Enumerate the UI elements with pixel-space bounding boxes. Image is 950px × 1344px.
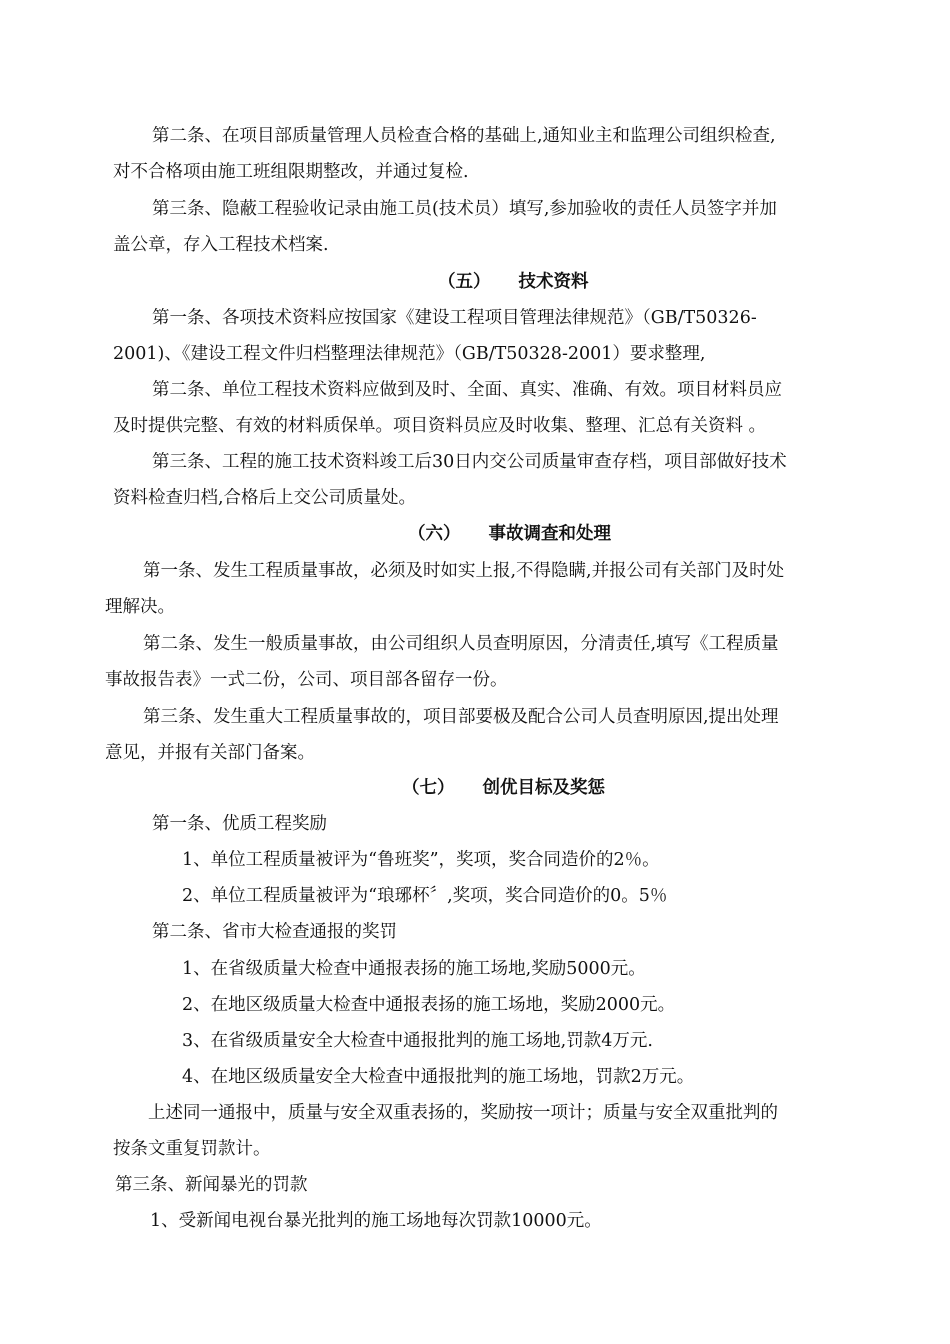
section-heading [402,776,605,800]
section-title: 技术资料 [518,272,589,292]
paragraph-line: 及时提供完整、有效的材料质保单。项目资料员应及时收集、整理、汇总有关资料 。 [113,416,767,436]
paragraph-line: 意见，并报有关部门备案。 [105,743,315,763]
paragraph-line: 盖公章，存入工程技术档案. [113,235,329,255]
paragraph-line: 第三条、新闻暴光的罚款 [115,1175,308,1195]
paragraph-line: 理解决。 [105,597,175,617]
paragraph-line: 第一条、各项技术资料应按国家《建设工程项目管理法律规范》（GB/T50326- [152,308,757,328]
section-title: 创优目标及奖惩 [482,778,605,798]
paragraph-line: 2、在地区级质量大检查中通报表扬的施工场地，奖励2000元。 [182,995,676,1015]
paragraph-line: 第三条、隐蔽工程验收记录由施工员(技术员）填写,参加验收的责任人员签字并加 [152,199,777,219]
paragraph-line: 3、在省级质量安全大检查中通报批判的施工场地,罚款4万元. [182,1031,653,1051]
paragraph-line: 第一条、发生工程质量事故，必须及时如实上报,不得隐瞒,并报公司有关部门及时处 [143,561,785,581]
paragraph-line: 上述同一通报中，质量与安全双重表扬的，奖励按一项计；质量与安全双重批判的 [148,1103,778,1123]
paragraph-line: 2、单位工程质量被评为“琅琊杯〞,奖项，奖合同造价的0。5％ [182,886,668,906]
paragraph-line: 1、在省级质量大检查中通报表扬的施工场地,奖励5000元。 [182,959,646,979]
paragraph-line: 2001)、《建设工程文件归档整理法律规范》（GB/T50328-2001）要求整理, [113,344,706,364]
section-number: （六） [408,524,461,544]
paragraph-line: 第二条、在项目部质量管理人员检查合格的基础上,通知业主和监理公司组织检查, [152,126,776,146]
paragraph-line: 1、受新闻电视台暴光批判的施工场地每次罚款10000元。 [150,1211,602,1231]
paragraph-line: 第三条、工程的施工技术资料竣工后30日内交公司质量审查存档，项目部做好技术 [152,452,787,472]
section-title: 事故调查和处理 [488,524,611,544]
paragraph-line: 4、在地区级质量安全大检查中通报批判的施工场地，罚款2万元。 [182,1067,695,1087]
section-heading [438,270,589,294]
paragraph-line: 按条文重复罚款计。 [113,1139,271,1159]
paragraph-line: 1、单位工程质量被评为“鲁班奖”，奖项，奖合同造价的2％。 [182,850,660,870]
paragraph-line: 第一条、优质工程奖励 [152,814,327,834]
paragraph-line: 第二条、发生一般质量事故，由公司组织人员查明原因，分清责任,填写《工程质量 [143,634,779,654]
paragraph-line: 资料检查归档,合格后上交公司质量处。 [113,488,417,508]
section-number: （七） [402,778,455,798]
paragraph-line: 对不合格项由施工班组限期整改，并通过复检. [113,162,469,182]
section-number: （五） [438,272,491,292]
section-heading [408,522,611,546]
paragraph-line: 事故报告表》一式二份，公司、项目部各留存一份。 [105,670,508,690]
paragraph-line: 第二条、单位工程技术资料应做到及时、全面、真实、准确、有效。项目材料员应 [152,380,782,400]
paragraph-line: 第二条、省市大检查通报的奖罚 [152,922,397,942]
paragraph-line: 第三条、发生重大工程质量事故的，项目部要极及配合公司人员查明原因,提出处理 [143,707,779,727]
